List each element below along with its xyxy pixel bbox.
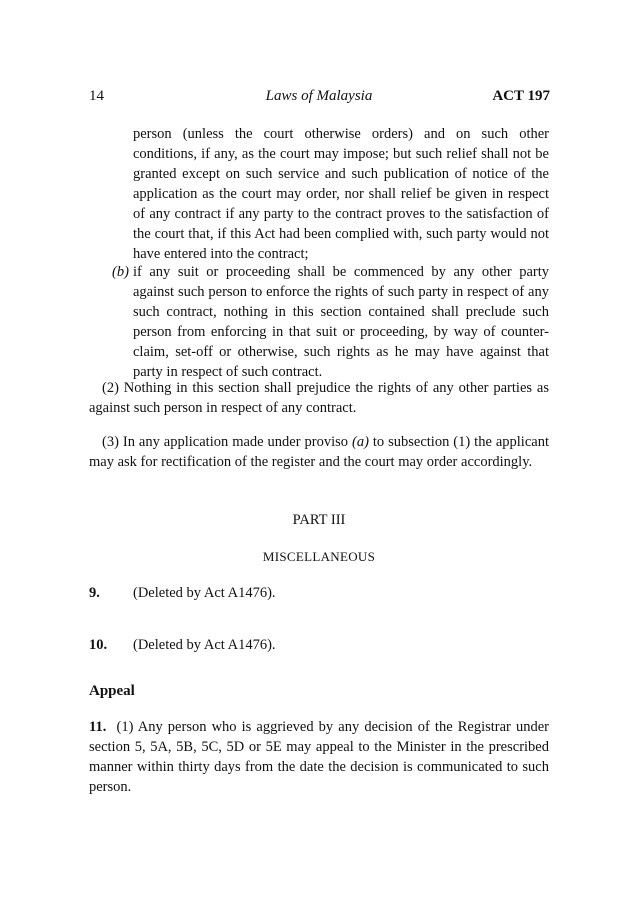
section-11 bbox=[89, 717, 549, 797]
page-number: 14 bbox=[89, 88, 104, 104]
subsection-3-after: to subsection (1) the applicant may ask for rectification of the register and the court may order accordingly. bbox=[89, 434, 549, 470]
section-9-text: (Deleted by Act A1476). bbox=[133, 585, 276, 601]
subsection-3 bbox=[89, 432, 549, 472]
part-subheading: MISCELLANEOUS bbox=[262, 549, 376, 564]
appeal-heading: Appeal bbox=[89, 683, 135, 699]
section-11-number: 11. bbox=[89, 719, 107, 735]
subsection-3-before: (3) In any application made under proviso bbox=[102, 434, 352, 450]
proviso-b-label: (b) bbox=[112, 264, 129, 280]
running-title: Laws of Malaysia bbox=[265, 88, 373, 104]
section-9-number: 9. bbox=[89, 585, 100, 601]
proviso-a-continuation: person (unless the court otherwise orders) and on such other conditions, if any, as the court may impose; but such relief shall not be granted except on such service and such publication of notice of the application as the court may order, nor shall relief be given in respect of any contract if any party to the contract proves to the satisfaction of the court that, if this Act had been complied with, such party would not have entered into the contract; bbox=[133, 126, 549, 262]
section-11-text: (1) Any person who is aggrieved by any decision of the Registrar under section 5, 5A, 5B, 5C, 5D or 5E may appeal to the Minister in the prescribed manner within thirty days from the date the decision is communicated to such person. bbox=[89, 719, 549, 795]
section-10-number: 10. bbox=[89, 637, 108, 653]
section-10-text: (Deleted by Act A1476). bbox=[133, 637, 276, 653]
part-heading: PART III bbox=[292, 512, 346, 528]
subsection-3-proviso-ref: (a) bbox=[352, 434, 369, 450]
act-number: ACT 197 bbox=[492, 88, 550, 104]
subsection-2: (2) Nothing in this section shall prejudice the rights of any other parties as against such person in respect of any contract. bbox=[89, 380, 549, 416]
proviso-b-text: if any suit or proceeding shall be commenced by any other party against such person to enforce the rights of such party in respect of any such contract, nothing in this section contained shall preclude such person from enforcing in that suit or proceeding, by way of counter-claim, set-off or otherwise, such rights as he may have against that party in respect of such contract. bbox=[133, 264, 549, 380]
